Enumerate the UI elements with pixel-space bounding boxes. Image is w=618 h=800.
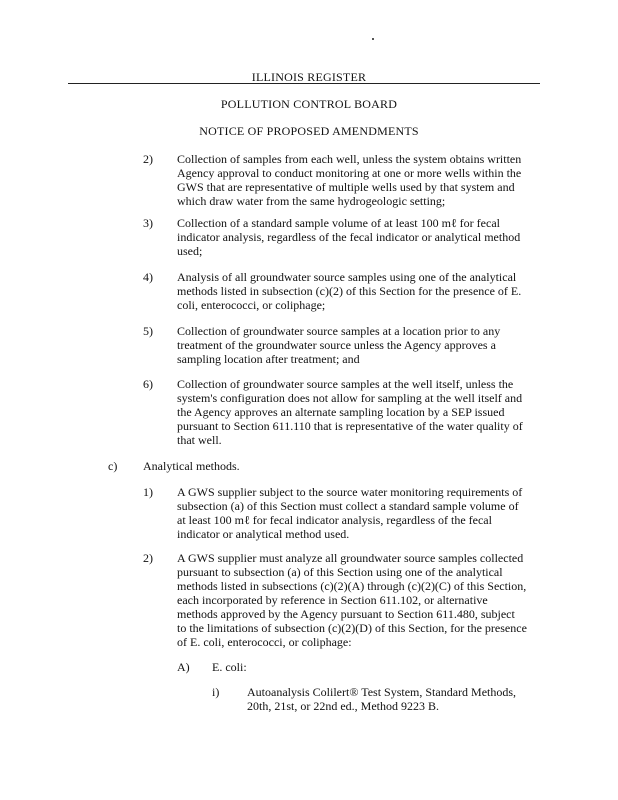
sub-sub-item-numeral: i): [212, 685, 220, 699]
item-text: Collection of samples from each well, unless the system obtains written Agency approval to conduct monitoring at one or more wells within the GWS that are representative of multiple wells used by that system and which draw water from the same hydrogeologic setting;: [177, 152, 522, 208]
section-title: Analytical methods.: [143, 459, 240, 473]
item-text: A GWS supplier must analyze all groundwater source samples collected pursuant to subsection (a) of this Section using one of the analytical methods listed in subsections (c)(2)(A) through (c)(2)(C) of this Section, each incorporated by reference in Section 611.102, or alternative methods approved by the Agency pursuant to Section 611.480, subject to the limitations of subsection (c)(2)(D) of this Section, for the presence of E. coli, enterococci, or coliphage:: [177, 551, 527, 649]
item-number: 1): [143, 485, 153, 499]
sub-item-text: E. coli:: [212, 660, 247, 674]
notice-title: NOTICE OF PROPOSED AMENDMENTS: [199, 124, 419, 138]
item-number: 6): [143, 377, 153, 391]
section-letter: c): [108, 459, 118, 473]
item-text: Collection of groundwater source samples at a location prior to any treatment of the groundwater source unless the Agency approves a sampling location after treatment; and: [177, 324, 501, 366]
item-number: 3): [143, 216, 153, 230]
item-text: Collection of a standard sample volume of at least 100 mℓ for fecal indicator analysis, regardless of the fecal indicator or analytical method used;: [177, 216, 521, 258]
item-text: Analysis of all groundwater source samples using one of the analytical methods listed in subsection (c)(2) of this Section for the presence of E. coli, enterococci, or coliphage;: [177, 270, 522, 312]
scan-speck: [372, 38, 374, 40]
item-number: 4): [143, 270, 153, 284]
board-title: POLLUTION CONTROL BOARD: [220, 97, 398, 111]
item-text: A GWS supplier subject to the source water monitoring requirements of subsection (a) of this Section must collect a standard sample volume of at least 100 mℓ for fecal indicator analysis, regardless of the fecal indicator or analytical method used.: [177, 485, 523, 541]
register-title: ILLINOIS REGISTER: [251, 70, 367, 84]
sub-item-letter: A): [177, 660, 190, 674]
item-text: Collection of groundwater source samples at the well itself, unless the system's configuration does not allow for sampling at the well itself and the Agency approves an alternate sampling location by a SEP issued pursuant to Section 611.110 that is representative of the water quality of that well.: [177, 377, 523, 447]
sub-sub-item-text: Autoanalysis Colilert® Test System, Standard Methods, 20th, 21st, or 22nd ed., Method 9223 B.: [247, 685, 517, 713]
item-number: 5): [143, 324, 153, 338]
item-number: 2): [143, 152, 153, 166]
item-number: 2): [143, 551, 153, 565]
